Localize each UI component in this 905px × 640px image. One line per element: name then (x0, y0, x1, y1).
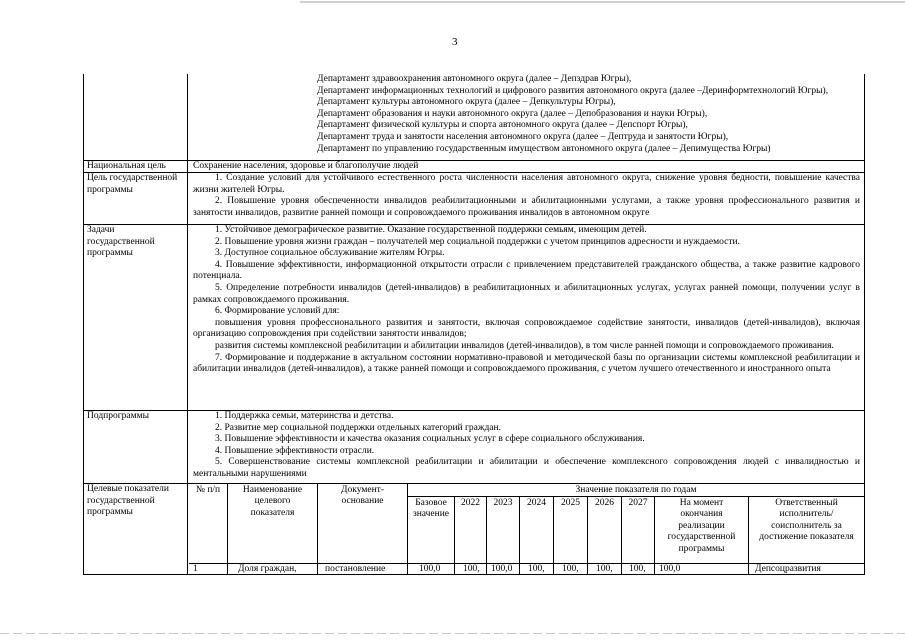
row-responsible: Депсоцразвития (755, 564, 821, 574)
task-item: 2. Повышение уровня жизни граждан – получателей мер социальной поддержки с учетом принципов адресности и нуждаемости. (215, 236, 740, 247)
goal-item: 1. Создание условий для устойчивого естественного роста численности населения автономного округа, снижение уровня бедности, повышение качества жизни жителей Югры. (193, 173, 860, 195)
department-line: Департамент культуры автономного округа (далее – Депкультуры Югры), (317, 97, 616, 108)
program-tasks-label: Задачи государственной программы (84, 225, 188, 411)
col-num (189, 484, 228, 575)
header-year: 2025 (561, 498, 580, 508)
row-base: 100,0 (419, 564, 441, 574)
header-name: Наименование целевого показателя (242, 485, 303, 518)
row-year-value: 100, (463, 564, 480, 574)
header-year: 2026 (595, 498, 614, 508)
row-doc: постановление (325, 564, 386, 574)
scan-edge-top (0, 1, 905, 3)
row-year-value: 100,0 (491, 564, 513, 574)
task-item: развития системы комплексной реабилитации и абилитации инвалидов (детей-инвалидов), в том числе ранней помощи и сопровождаемого проживания. (215, 340, 834, 351)
indicators-label: Целевые показатели государственной программы (84, 484, 188, 575)
row-year-value: 100, (596, 564, 613, 574)
row-target-indicators (84, 483, 864, 575)
subprogram-item: 2. Развитие мер социальной поддержки отдельных категорий граждан. (215, 422, 501, 433)
row-num: 1 (193, 564, 198, 574)
header-year: 2023 (493, 498, 513, 508)
department-line: Департамент здравоохранения автономного округа (далее – Депздрав Югры), (317, 74, 632, 84)
subprogram-item: 4. Повышение эффективности отрасли. (215, 445, 375, 456)
row-year-value: 100, (528, 564, 545, 574)
national-goal-value: Сохранение населения, здоровье и благополучие людей (193, 161, 419, 171)
task-item: 3. Доступное социальное обслуживание жителям Югры. (215, 248, 445, 259)
subprogram-item: 5. Совершенствование системы комплексной реабилитации и абилитации и обеспечение комплексного сопровождения людей с инвалидностью и ментальными нарушениями (193, 457, 860, 479)
row-subprograms (84, 410, 864, 484)
row-departments (84, 74, 864, 160)
national-goal-label: Национальная цель (84, 161, 188, 172)
program-goal-text (189, 173, 864, 224)
row-program-tasks (84, 224, 864, 411)
row-moment: 100,0 (659, 564, 681, 574)
passport-table (83, 74, 865, 575)
scan-edge-bottom (0, 633, 905, 634)
goal-item: 2. Повышение уровня обеспеченности инвалидов реабилитационными и абилитационными услугами, а также уровня профессионального развития и занятости инвалидов, развитие ранней помощи и сопровождаемого проживания инвалидов в автономном округе (193, 196, 860, 218)
task-item: 5. Определение потребности инвалидов (детей-инвалидов) в реабилитационных и абилитационных услугах, услугах ранней помощи, получении услуг в рамках сопровождаемого проживания. (193, 282, 860, 305)
department-line: Департамент физической культуры и спорта автономного округа (далее – Депспорт Югры), (317, 120, 688, 131)
task-item: повышения уровня профессионального развития и занятости, включая сопровождаемое содействие занятости, инвалидов (детей-инвалидов), включая организацию сопровождения при содействии занятости инвалидов; (193, 317, 860, 340)
subprogram-item: 1. Поддержка семьи, материнства и детства. (215, 411, 394, 421)
department-line: Департамент труда и занятости населения автономного округа (далее – Дептруда и занятости Югры), (317, 131, 729, 142)
header-base: Базовое значение (412, 498, 450, 520)
header-responsible: Ответственный исполнитель/ соисполнитель за достижение показателя (759, 498, 854, 543)
departments-list (189, 74, 864, 160)
department-line: Департамент образования и науки автономного округа (далее – Депобразования и науки Югры), (317, 108, 708, 119)
task-item: 1. Устойчивое демографическое развитие. Оказание государственной поддержки семьям, имеющим детей. (215, 225, 647, 235)
col-name (228, 484, 318, 575)
header-year: 2022 (461, 498, 480, 508)
header-year: 2024 (527, 498, 546, 508)
subprogram-item: 3. Повышение эффективности и качества оказания социальных услуг в сфере социального обслуживания. (215, 434, 645, 445)
subprograms-text (189, 411, 864, 484)
page-number: 3 (452, 36, 458, 48)
row-year-value: 100, (629, 564, 646, 574)
row-name: Доля граждан, (238, 564, 297, 574)
task-item: 7. Формирование и поддержание в актуальном состоянии нормативно-правовой и методической базы по организации системы комплексной реабилитации и абилитации инвалидов (детей-инвалидов), а также ранней помощи и сопровождаемого проживания, с учетом лучшего отечественного и иностранного опыта (193, 352, 860, 375)
task-item: 4. Повышение эффективности, информационной открытости отрасли с привлечением представителей гражданского общества, а также развитие кадрового потенциала. (193, 259, 860, 282)
col-doc (318, 484, 408, 575)
row-national-goal (84, 160, 864, 172)
national-goal-text (189, 161, 864, 172)
task-item: 6. Формирование условий для: (215, 306, 340, 317)
row-year-value: 100, (562, 564, 579, 574)
department-line: Департамент по управлению государственным имуществом автономного округа (далее – Депимущества Югры) (317, 143, 771, 154)
header-doc: Документ-основание (341, 485, 384, 507)
header-year: 2027 (628, 498, 648, 508)
program-goal-label: Цель государственной программы (84, 173, 188, 224)
program-tasks-text (189, 225, 864, 411)
row-program-goal (84, 172, 864, 224)
header-values-by-year: Значение показателя по годам (575, 485, 697, 495)
row-label-empty (84, 74, 188, 160)
header-moment: На момент окончания реализации государственной программы (667, 498, 736, 554)
header-num: № п/п (195, 485, 221, 495)
department-line: Департамент информационных технологий и цифрового развития автономного округа (далее –Дepинформтехнологий Югры), (317, 85, 829, 96)
subprograms-label: Подпрограммы (84, 411, 188, 484)
indicators-grid (189, 484, 864, 575)
